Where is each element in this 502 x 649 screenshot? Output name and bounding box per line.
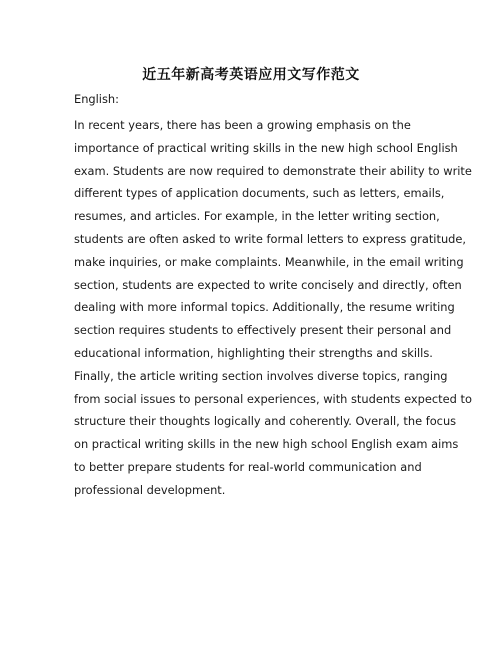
paragraph-line: importance of practical writing skills in the new high school English (74, 140, 458, 155)
paragraph-line: structure their thoughts logically and coherently. Overall, the focus (74, 414, 457, 429)
paragraph-line: make inquiries, or make complaints. Meanwhile, in the email writing (74, 254, 464, 269)
paragraph-line: exam. Students are now required to demonstrate their ability to write (74, 163, 472, 178)
paragraph-line: from social issues to personal experiences, with students expected to (74, 391, 472, 406)
paragraph-line: professional development. (74, 482, 226, 497)
paragraph-line: on practical writing skills in the new high school English exam aims (74, 437, 459, 452)
paragraph-line: educational information, highlighting their strengths and skills. (74, 345, 433, 360)
paragraph-line: different types of application documents, such as letters, emails, (74, 186, 445, 201)
paragraph-line: section requires students to effectively present their personal and (74, 323, 452, 338)
paragraph-line: students are often asked to write formal letters to express gratitude, (74, 231, 467, 246)
section-label: English: (74, 92, 119, 106)
paragraph-line: dealing with more informal topics. Additionally, the resume writing (74, 300, 455, 315)
document-title: 近五年新高考英语应用文写作范文 (142, 67, 360, 83)
paragraph-line: Finally, the article writing section involves diverse topics, ranging (74, 368, 448, 383)
paragraph-line: resumes, and articles. For example, in the letter writing section, (74, 209, 440, 224)
body-paragraph (74, 114, 472, 502)
paragraph-line: In recent years, there has been a growing emphasis on the (74, 118, 411, 132)
paragraph-line: to better prepare students for real-world communication and (74, 459, 422, 474)
paragraph-line: section, students are expected to write concisely and directly, often (74, 277, 462, 292)
